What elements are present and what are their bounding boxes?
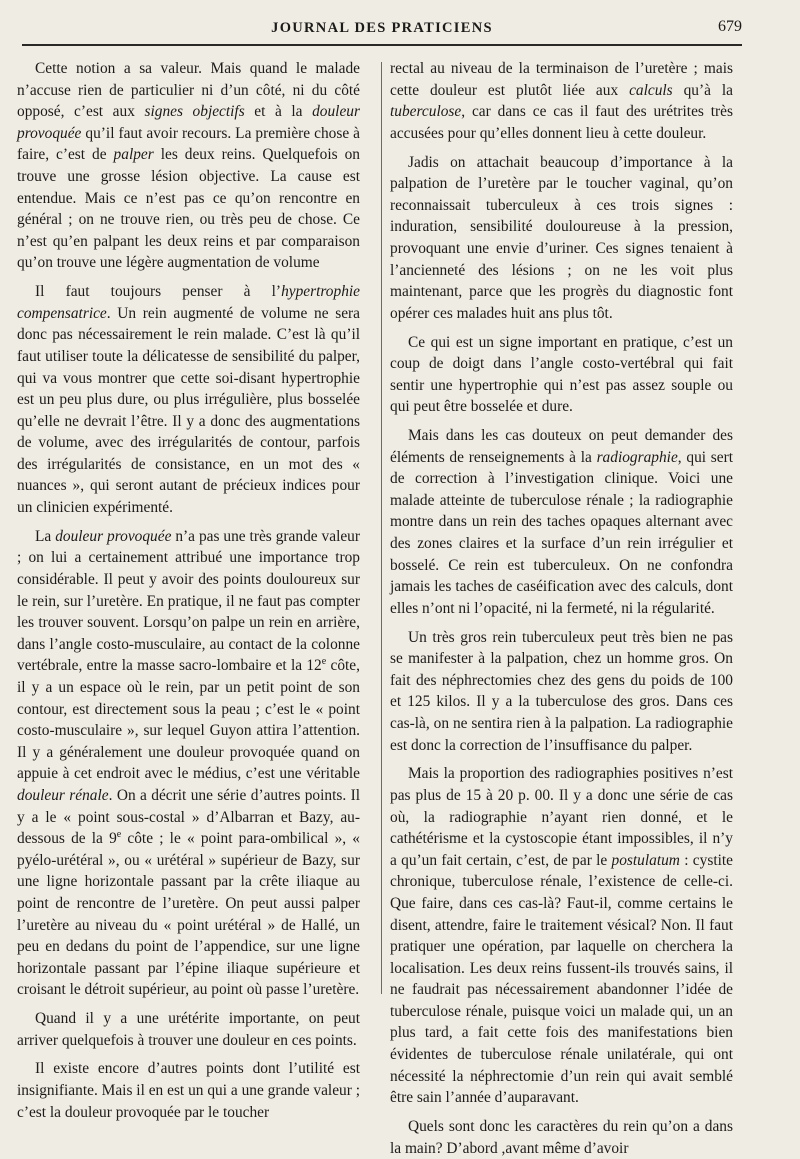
italic-run: postulatum: [611, 851, 680, 869]
text-run: La: [35, 527, 56, 545]
paragraph: [17, 58, 360, 274]
paragraph: [390, 332, 733, 418]
text-run: Quand il y a une urétérite importante, on peut arriver quelquefois à trouver une douleur en ces points.: [17, 1010, 360, 1049]
paragraph: [390, 627, 733, 757]
text-run: Mais la proportion des radiographies positives n’est pas plus de 15 à 20 p. 00. Il y a donc une série de cas où, la radiographie n’ayant rien donné, et le cathétérisme et la cystoscopie étant impossibles, il n’y a qu’un fait certain, c’est, de par le: [390, 765, 733, 869]
right-column: [390, 58, 733, 1159]
text-run: qu’à la: [672, 81, 733, 99]
text-run: côte ; le « point para-ombilical », « pyélo-urétéral », ou « urétéral » supérieur de Bazy, sur une ligne horizontale passant par la crête iliaque au point de rencontre de l’uretère. On peut aussi palper l’uretère au niveau du « point urétéral » de Hallé, un peu en dedans du point de l’appendice, sur une ligne horizontale passant par l’épine iliaque supérieure et croisant le détroit supérieur, au point où passe l’uretère.: [17, 830, 360, 999]
italic-run: douleur rénale: [17, 786, 109, 804]
running-header: [22, 14, 742, 46]
text-run: Mais dans les cas douteux on peut demander des éléments de renseignements à la: [390, 427, 733, 466]
paragraph: [17, 1008, 360, 1051]
left-column: [17, 58, 360, 1123]
text-run: n’a pas une très grande valeur ; on lui a certainement attribué une importance trop considérable. Il peut y avoir des points douloureux sur le rein, sur l’uretère. En pratique, il ne faut pas compter les trouver souvent. Lorsqu’on palpe un rein en arrière, dans l’angle costo-musculaire, au contact de la colonne vertébrale, entre la masse sacro-lombaire et la 12: [17, 527, 360, 675]
paragraph: [17, 1058, 360, 1123]
text-run: Ce qui est un signe important en pratique, c’est un coup de doigt dans l’angle costo-vertébral qui fait sentir une hypertrophie qui n’est pas assez souple ou qui peut être bosselée et dure.: [390, 333, 733, 416]
superscript-run: e: [321, 656, 327, 668]
text-run: Jadis on attachait beaucoup d’importance à la palpation de l’uretère par le toucher vaginal, qu’on reconnaissait tuberculeux à ces trois signes : induration, sensibilité douloureuse à la pression, provoquant une envie d’uriner. Ces signes tenaient à l’ancienneté des lésions ; on ne les voit plus maintenant, parce que les progrès du diagnostic font opérer ces malades huit ans plus tôt.: [390, 153, 733, 322]
paragraph: [390, 152, 733, 325]
text-run: : cystite chronique, tuberculose rénale, l’existence de celle-ci. Que faire, dans ces cas-là? Faut-il, comme certains le disent, attendre, faire le traitement vésical? Non. Il faut pratiquer une opération, par laquelle on cherchera la localisation. Les deux reins fussent-ils trouvés sains, il ne faudrait pas nécessairement abandonner l’idée de tuberculose rénale, puisque voici un malade qui, un an plus tard, a fait cette fois des manifestations bien évidentes de tuberculose rénale unilatérale, qui ont nécessité la néphrectomie d’un rein qui avait semblé être sain l’année d’auparavant.: [390, 851, 733, 1107]
paragraph: [17, 281, 360, 519]
italic-run: radiographie: [596, 448, 678, 466]
text-run: Quels sont donc les caractères du rein qu’on a dans la main? D’abord ,avant même d’avoir: [390, 1118, 733, 1157]
paragraph: [390, 763, 733, 1109]
superscript-run: e: [116, 829, 122, 841]
italic-run: palper: [113, 146, 154, 164]
text-run: Un très gros rein tuberculeux peut très bien ne pas se manifester à la palpation, chez un homme gros. On fait des néphrectomies chez des gens du poids de 100 et 125 kilos. Il y a la tuberculose des gros. Dans ces cas-là, on ne sentira rien à la palpation. La radiographie est donc la correction de l’insuffisance du palper.: [390, 628, 733, 754]
text-run: . On a décrit une série d’autres points. Il y a le « point sous-costal » d’Albarran et Bazy, au-dessous de la 9: [17, 786, 360, 848]
text-run: Cette notion a sa valeur. Mais quand le malade n’accuse rien de particulier ni d’un côté, ni du côté opposé, c’est aux: [17, 60, 360, 121]
text-run: et à la: [244, 103, 313, 121]
italic-run: tuberculose: [390, 103, 462, 121]
paragraph: [17, 526, 360, 1001]
text-run: les deux reins. Quelquefois on trouve une grosse lésion objective. La cause est entendue. Mais ce n’est pas ce qu’on rencontre en général ; on ne trouve rien, ou très peu de chose. Ce n’est qu’en palpant les deux reins et par comparaison qu’on trouve une légère augmentation de volume: [17, 146, 360, 272]
column-divider: [381, 62, 382, 994]
italic-run: calculs: [629, 81, 673, 99]
italic-run: signes objectifs: [144, 103, 245, 121]
paragraph: [390, 425, 733, 619]
text-run: , car dans ce cas il faut des urétrites très accusées pour qu’elles donnent lieu à cette douleur.: [390, 103, 733, 142]
italic-run: douleur provoquée: [17, 103, 360, 142]
paragraph: [390, 1116, 733, 1159]
paragraph: [390, 58, 733, 144]
journal-title: JOURNAL DES PRATICIENS: [271, 20, 493, 36]
text-run: rectal au niveau de la terminaison de l’uretère ; mais cette douleur est plutôt liée aux: [390, 60, 733, 99]
text-run: . Un rein augmenté de volume ne sera donc pas nécessairement le rein malade. C’est là qu’il faut utiliser toute la délicatesse de sensibilité du palper, qui va vous montrer que cette soi-disant hypertrophie est un peu plus dure, ou plus irrégulière, plus bosselée qu’elle ne devrait l’être. Il y a donc des augmentations de volume, avec des irrégularités de contour, parfois des irrégularités de consistance, en un mot des « nuances », qui seront autant de précieux indices pour un clinicien expérimenté.: [17, 304, 360, 517]
page-number: 679: [718, 18, 742, 35]
text-run: Il existe encore d’autres points dont l’utilité est insignifiante. Mais il en est un qui a une grande valeur ; c’est la douleur provoquée par le toucher: [17, 1060, 360, 1121]
italic-run: hypertrophie compensatrice: [17, 283, 360, 322]
text-run: , qui sert de correction à l’investigation clinique. Voici une malade atteinte de tuberculose rénale ; la radiographie montre dans un rein des taches opaques alternant avec des zones claires et la surface d’un rein irrégulier et bosselé. Ce rein est tuberculeux. On ne confondra jamais les taches de caséification avec des calculs, dont elles n’ont ni l’opacité, ni la fermeté, ni la régularité.: [390, 448, 733, 617]
text-run: côte, il y a un espace où le rein, par un petit point de son contour, est directement sous la peau ; c’est le « point costo-musculaire », sur lequel Guyon attira l’attention. Il y a généralement une douleur provoquée quand on appuie à cet endroit avec le médius, c’est une véritable: [17, 657, 360, 783]
italic-run: douleur provoquée: [55, 527, 172, 545]
text-run: Il faut toujours penser à l’: [35, 283, 282, 301]
text-run: qu’il faut avoir recours. La première chose à faire, c’est de: [17, 124, 360, 164]
